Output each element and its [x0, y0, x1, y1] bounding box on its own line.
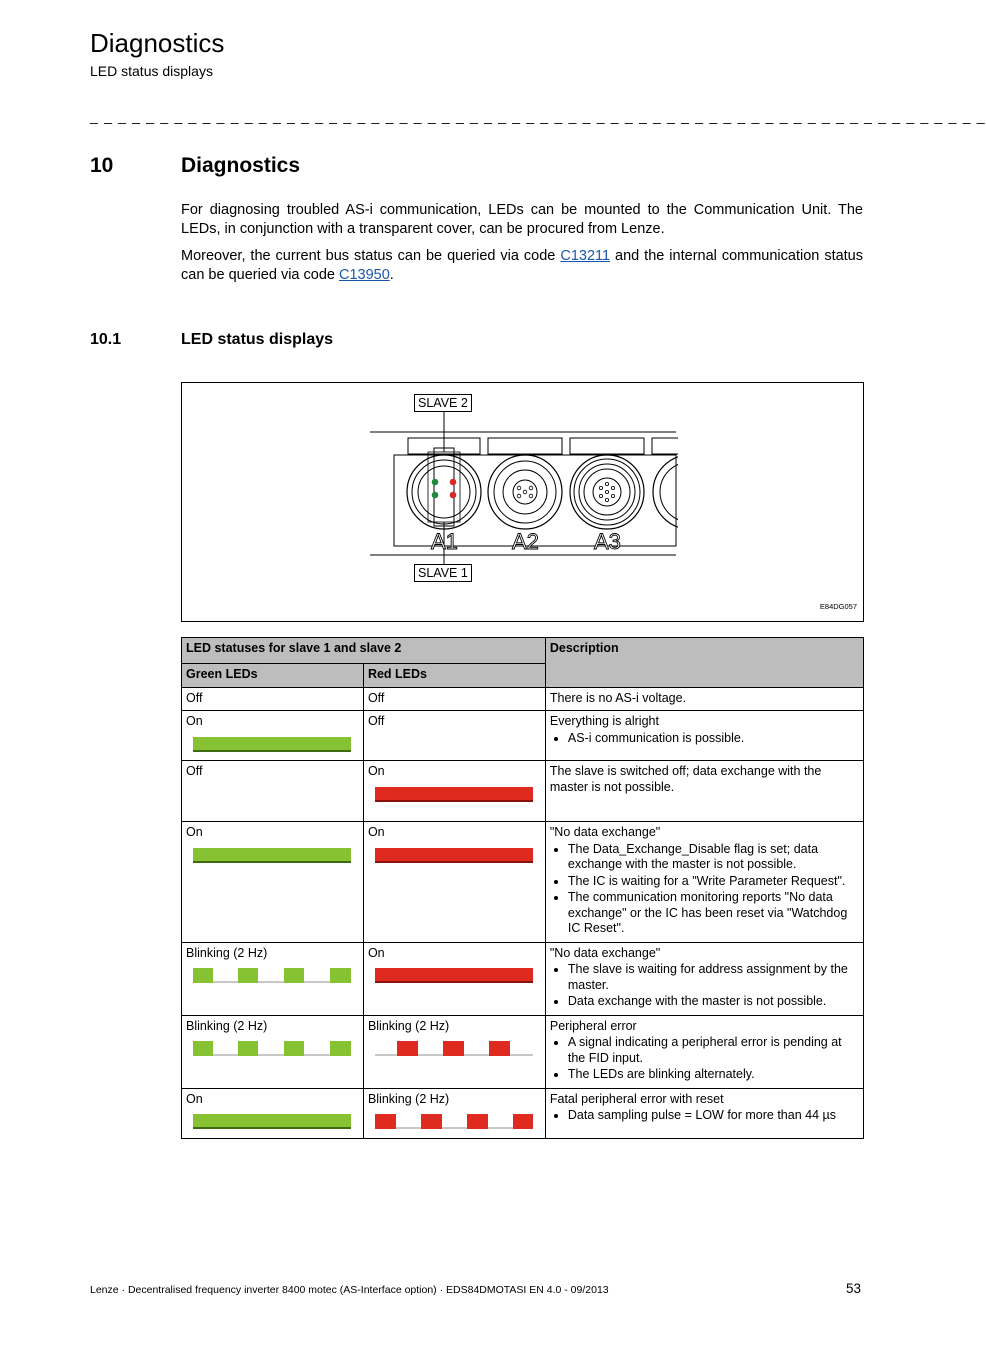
header-red-leds: Red LEDs	[363, 664, 545, 688]
description-bullets	[550, 842, 859, 937]
connector-label-a1: A1	[431, 529, 458, 554]
red-state: On	[367, 764, 385, 778]
description-cell	[545, 1015, 863, 1088]
description-cell	[545, 687, 863, 711]
list-item: • The communication monitoring reports "No data exchange" or the IC has been reset via "Watchdog IC Reset".	[568, 890, 859, 937]
red-led-on-indicator	[375, 787, 533, 802]
green-led-on-indicator	[193, 1114, 351, 1129]
table-row	[182, 687, 864, 711]
code-text-after: .	[389, 267, 394, 283]
description-text: The slave is switched off; data exchange with the master is not possible.	[549, 764, 822, 794]
description-cell	[545, 711, 863, 761]
red-state-cell	[363, 942, 545, 1015]
table-row	[182, 1088, 864, 1138]
red-state-cell	[363, 761, 545, 822]
green-state: Off	[186, 764, 203, 778]
header-rule: _ _ _ _ _ _ _ _ _ _ _ _ _ _ _ _ _ _ _ _ _ _ _ _ _ _ _ _ _ _ _ _ _ _ _ _ _ _ _ _ _ _ _ _ _ _ _ _ _ _ _ _ _ _ _ _ _ _ _ _ _ _ _ _	[90, 108, 986, 124]
red-state-cell	[363, 711, 545, 761]
description-bullets	[550, 962, 859, 1010]
list-item: • The LEDs are blinking alternately.	[568, 1067, 859, 1083]
red-state: Off	[367, 690, 385, 705]
link-c13950[interactable]: C13950	[339, 267, 390, 283]
list-item: • The IC is waiting for a "Write Parameter Request".	[568, 874, 859, 890]
header-description: Description	[545, 638, 863, 688]
green-led-on-indicator	[193, 848, 351, 863]
page-footer: Lenze · Decentralised frequency inverter 8400 motec (AS-Interface option) · EDS84DMOTASI EN 4.0 - 09/2013	[90, 1284, 609, 1296]
list-item: • The Data_Exchange_Disable flag is set; data exchange with the master is not possible.	[568, 842, 859, 873]
connector-label-a3: A3	[594, 529, 621, 554]
red-state-cell	[363, 822, 545, 943]
red-state: Blinking (2 Hz)	[367, 1091, 450, 1106]
green-led-slave2	[432, 479, 439, 486]
red-state-cell	[363, 1015, 545, 1088]
green-state-cell	[182, 1088, 364, 1138]
list-item: • The slave is waiting for address assignment by the master.	[568, 962, 859, 993]
slave-2-label: SLAVE 2	[414, 394, 472, 412]
description-text: Peripheral error	[549, 1018, 637, 1033]
description-bullets	[550, 1035, 859, 1083]
header-led-statuses: LED statuses for slave 1 and slave 2	[182, 638, 546, 664]
green-state: On	[186, 714, 203, 728]
green-state: Blinking (2 Hz)	[186, 945, 268, 960]
green-state: Off	[186, 690, 203, 705]
table-row	[182, 822, 864, 943]
green-state: On	[186, 1091, 203, 1106]
red-led-slave2	[450, 479, 457, 486]
connector-label-a2: A2	[512, 529, 539, 554]
table-row	[182, 761, 864, 822]
section-title: Diagnostics	[181, 154, 301, 177]
running-header-subtitle: LED status displays	[90, 63, 213, 79]
description-text: "No data exchange"	[549, 825, 661, 839]
green-state: Blinking (2 Hz)	[186, 1018, 268, 1033]
red-state: Off	[367, 714, 385, 728]
red-state: On	[367, 825, 385, 839]
green-state-cell	[182, 687, 364, 711]
description-text: Fatal peripheral error with reset	[549, 1091, 724, 1106]
red-state: Blinking (2 Hz)	[367, 1018, 450, 1033]
red-led-slave1	[450, 492, 457, 499]
green-state-cell	[182, 942, 364, 1015]
description-cell	[545, 942, 863, 1015]
table-row	[182, 711, 864, 761]
list-item: • Data sampling pulse = LOW for more than 44 µs	[568, 1108, 859, 1124]
description-text: "No data exchange"	[549, 945, 661, 960]
list-item: • A signal indicating a peripheral error is pending at the FID input.	[568, 1035, 859, 1066]
intro-paragraph: For diagnosing troubled AS-i communication, LEDs can be mounted to the Communication Unit. The LEDs, in conjunction with a transparent cover, can be procured from Lenze.	[181, 202, 863, 237]
code-text-before: Moreover, the current bus status can be queried via code	[181, 248, 561, 264]
red-led-on-indicator	[375, 968, 533, 983]
green-state-cell	[182, 1015, 364, 1088]
red-led-blinking-indicator	[375, 1114, 533, 1129]
subsection-title: LED status displays	[181, 331, 334, 348]
running-header-title: Diagnostics	[90, 28, 225, 58]
red-led-blinking-indicator	[375, 1041, 533, 1056]
description-text: Everything is alright	[549, 714, 659, 728]
device-drawing	[182, 383, 863, 621]
description-text: There is no AS-i voltage.	[549, 690, 687, 705]
header-green-leds: Green LEDs	[182, 664, 364, 688]
red-led-on-indicator	[375, 848, 533, 863]
green-led-blinking-indicator	[193, 1041, 351, 1056]
description-cell	[545, 822, 863, 943]
description-cell	[545, 1088, 863, 1138]
table-row	[182, 942, 864, 1015]
green-state-cell	[182, 822, 364, 943]
description-bullets	[550, 1108, 859, 1124]
red-state: On	[367, 945, 385, 960]
slave-1-label: SLAVE 1	[414, 564, 472, 582]
section-number: 10	[90, 154, 114, 177]
code-text-middle: and the internal communication status can be queried via code	[181, 248, 863, 283]
green-state: On	[186, 825, 203, 839]
list-item: • Data exchange with the master is not possible.	[568, 994, 859, 1010]
led-figure	[181, 382, 864, 622]
link-c13211[interactable]: C13211	[560, 248, 611, 264]
red-state-cell	[363, 1088, 545, 1138]
green-led-slave1	[432, 492, 439, 499]
list-item: • AS-i communication is possible.	[568, 731, 859, 747]
subsection-number: 10.1	[90, 331, 122, 348]
code-paragraph	[181, 247, 863, 285]
green-state-cell	[182, 761, 364, 822]
table-row	[182, 1015, 864, 1088]
page-number: 53	[846, 1281, 862, 1296]
description-cell	[545, 761, 863, 822]
red-state-cell	[363, 687, 545, 711]
green-led-blinking-indicator	[193, 968, 351, 983]
figure-id: E84DG057	[819, 602, 857, 611]
green-state-cell	[182, 711, 364, 761]
led-status-table	[181, 637, 864, 1139]
description-bullets	[550, 731, 859, 747]
green-led-on-indicator	[193, 737, 351, 752]
